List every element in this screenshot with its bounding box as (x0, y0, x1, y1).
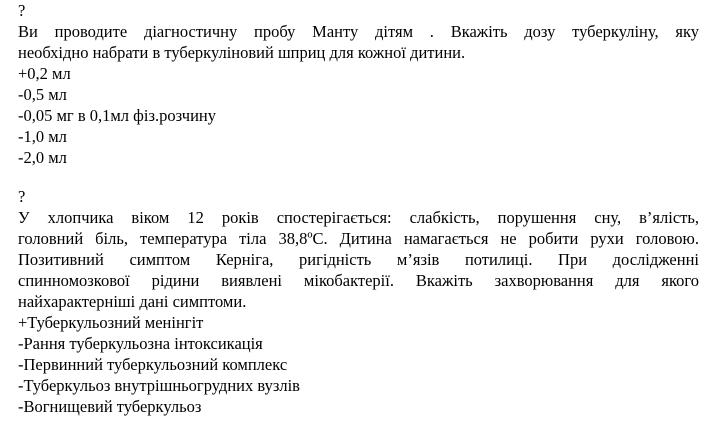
question-1-option: -2,0 мл (18, 148, 67, 167)
question-2-option: -Рання туберкульозна інтоксикація (18, 334, 263, 353)
question-2-option-correct: +Туберкульозний менінгіт (18, 313, 204, 332)
question-1-option: -0,05 мг в 0,1мл фіз.розчину (18, 106, 216, 125)
question-2-stem-line: найхарактерніші дані симптоми. (18, 292, 247, 311)
question-2-stem-line: головний біль, температура тіла 38,8ºС. Дитина намагається не робити рухи головою. (18, 229, 699, 248)
question-2-stem-line: У хлопчика віком 12 років спостерігається: слабкість, порушення сну, в’ялість, (18, 208, 699, 227)
question-2-option: -Первинний туберкульозний комплекс (18, 355, 288, 374)
question-2-stem-line: Позитивний симптом Керніга, ригідність м’язів потилиці. При дослідженні (18, 250, 699, 269)
question-2-stem-line: спинномозкової рідини виявлені мікобактерії. Вкажіть захворювання для якого (18, 271, 699, 290)
blank-line (18, 168, 699, 186)
question-2-option: -Вогнищевий туберкульоз (18, 397, 202, 416)
document (18, 0, 699, 417)
question-2-option: -Туберкульоз внутрішньогрудних вузлів (18, 376, 300, 395)
question-1-marker: ? (18, 1, 26, 20)
question-1-option: -1,0 мл (18, 127, 67, 146)
question-1-option: -0,5 мл (18, 85, 67, 104)
question-1-option-correct: +0,2 мл (18, 64, 71, 83)
question-2-marker: ? (18, 187, 26, 206)
question-1-stem-line: Ви проводите діагностичну пробу Манту дітям . Вкажіть дозу туберкуліну, яку (18, 22, 699, 41)
question-1-stem-line: необхідно набрати в туберкуліновий шприц для кожної дитини. (18, 43, 466, 62)
